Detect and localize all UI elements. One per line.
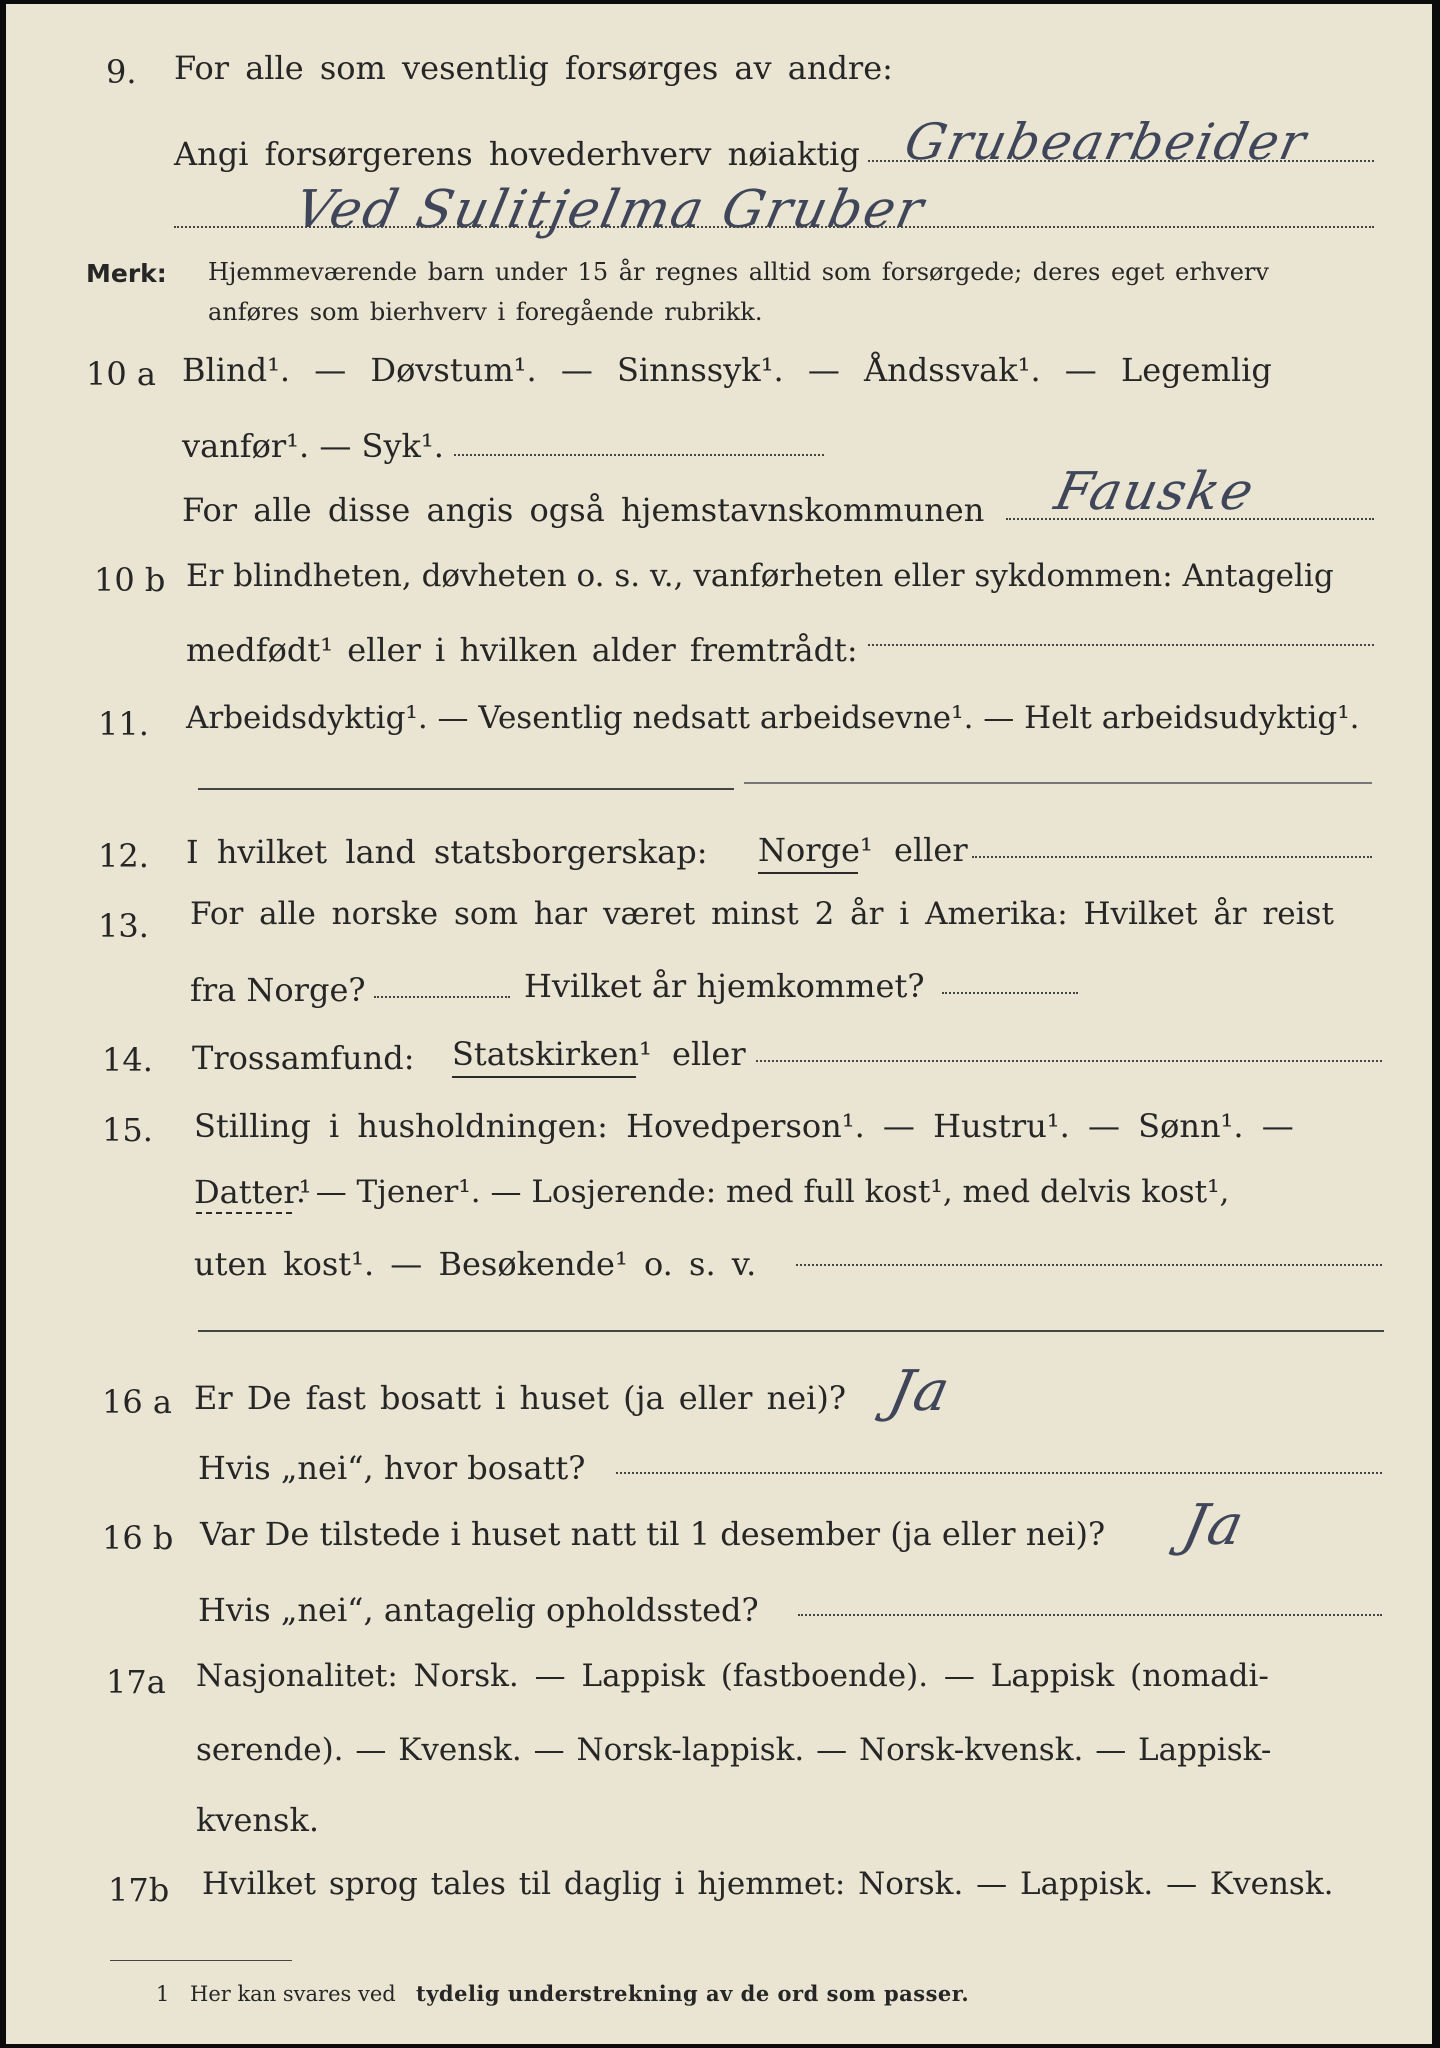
q14-label: Trossamfund: <box>192 1039 415 1077</box>
q10a-line2: vanfør¹. — Syk¹. <box>182 427 444 465</box>
q15-line1: Stilling i husholdningen: Hovedperson¹. — Hustru¹. — Sønn¹. — <box>194 1107 1294 1145</box>
footnote-bold-text: tydelig understrekning av de ord som passer. <box>416 1981 970 2006</box>
q15-line2: . — Tjener¹. — Losjerende: med full kost¹, med delvis kost¹, <box>296 1174 1230 1210</box>
q11-number: 11. <box>98 705 149 743</box>
q14-number: 14. <box>102 1041 153 1079</box>
q10a-handwritten-answer: Fauske <box>1049 462 1261 522</box>
q11-line1: Arbeidsdyktig¹. — Vesentlig nedsatt arbeidsevne¹. — Helt arbeidsudyktig¹. <box>186 700 1360 736</box>
q12-underlined-answer: Norge¹ <box>758 831 873 869</box>
q9-number: 9. <box>106 53 137 91</box>
q16a-line1: Er De fast bosatt i huset (ja eller nei)? <box>194 1379 847 1417</box>
q17a-number: 17a <box>106 1663 166 1701</box>
q16a-line2: Hvis „nei“, hvor bosatt? <box>198 1449 586 1487</box>
q9-handwritten-answer-1: Grubearbeider <box>899 113 1313 171</box>
q10b-number: 10 b <box>94 561 166 599</box>
q10b-line2: medfødt¹ eller i hvilken alder fremtrådt: <box>186 631 858 669</box>
q17a-line3: kvensk. <box>196 1801 319 1839</box>
q13-number: 13. <box>98 907 149 945</box>
q10a-line1: Blind¹. — Døvstum¹. — Sinnssyk¹. — Åndssvak¹. — Legemlig <box>182 351 1272 389</box>
q16b-number: 16 b <box>102 1519 174 1557</box>
q15-underlined-answer: Datter¹ <box>194 1173 312 1211</box>
merk-line1: Hjemmeværende barn under 15 år regnes alltid som forsørgede; deres eget erhverv <box>208 258 1269 286</box>
q17a-line1: Nasjonalitet: Norsk. — Lappisk (fastboende). — Lappisk (nomadi- <box>196 1658 1269 1694</box>
census-form-page <box>6 4 1432 2044</box>
q9-line1: For alle som vesentlig forsørges av andre: <box>174 49 893 87</box>
q14-underlined-answer: Statskirken¹ <box>452 1035 652 1073</box>
q17b-line1: Hvilket sprog tales til daglig i hjemmet: Norsk. — Lappisk. — Kvensk. <box>202 1866 1334 1902</box>
q13-line1: For alle norske som har været minst 2 år i Amerika: Hvilket år reist <box>190 896 1334 932</box>
q13-line2a: fra Norge? <box>190 971 366 1009</box>
q9-line2: Angi forsørgerens hovederhverv nøiaktig <box>174 135 860 173</box>
merk-line2: anføres som bierhverv i foregående rubrikk. <box>208 298 763 326</box>
q16b-line2: Hvis „nei“, antagelig opholdssted? <box>198 1591 759 1629</box>
q16b-line1: Var De tilstede i huset natt til 1 desember (ja eller nei)? <box>200 1515 1106 1553</box>
q10a-line3: For alle disse angis også hjemstavnskommunen <box>182 491 985 529</box>
q10b-line1: Er blindheten, døvheten o. s. v., vanførheten eller sykdommen: Antagelig <box>186 558 1334 594</box>
q9-handwritten-answer-2: Ved Sulitjelma Gruber <box>289 180 931 240</box>
footnote-marker: 1 <box>156 1982 170 2006</box>
q10a-number: 10 a <box>86 355 156 393</box>
q13-line2b: Hvilket år hjemkommet? <box>524 967 925 1005</box>
q17b-number: 17b <box>108 1871 170 1909</box>
q15-number: 15. <box>102 1111 153 1149</box>
q14-or: eller <box>672 1035 746 1073</box>
q17a-line2: serende). — Kvensk. — Norsk-lappisk. — Norsk-kvensk. — Lappisk- <box>196 1732 1272 1768</box>
q12-or: eller <box>894 831 968 869</box>
footnote-text: Her kan svares ved <box>190 1982 396 2006</box>
q16b-handwritten-answer: Ja <box>1177 1493 1251 1558</box>
q12-label: I hvilket land statsborgerskap: <box>186 833 708 871</box>
q12-number: 12. <box>98 837 149 875</box>
q16a-number: 16 a <box>102 1383 172 1421</box>
q15-line3: uten kost¹. — Besøkende¹ o. s. v. <box>194 1245 757 1283</box>
q16a-handwritten-answer: Ja <box>883 1359 957 1424</box>
merk-label: Merk: <box>86 259 167 288</box>
